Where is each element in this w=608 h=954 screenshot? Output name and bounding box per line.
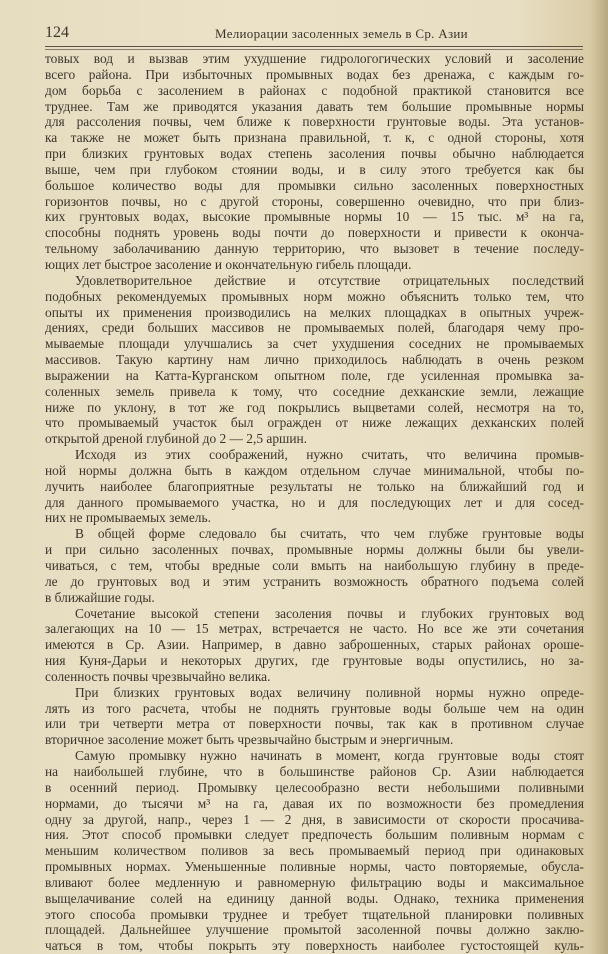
text-line: дениях, среди больших массивов не промываемых полей, благодаря чему про-: [45, 320, 584, 336]
text-line: большое количество воды для промывки сильно засоленных поверхностных: [45, 177, 584, 193]
text-line: одну за другой, напр., через 1 — 2 дня, в зависимости от скорости просачива-: [45, 811, 584, 827]
paragraph: [45, 273, 584, 447]
text-line: выражении на Катта-Курганском опытном поле, где усиленная промывка за-: [45, 367, 584, 383]
text-line: для данного промываемого участка, но и для последующих лет и для сосед-: [45, 494, 584, 510]
text-line: товых вод и вызвав этим ухудшение гидрологогических условий и засоление: [45, 51, 584, 66]
text-line: лучить наиболее благоприятные результаты не только на ближайший год и: [45, 478, 584, 494]
text-line: ной нормы должна быть в каждом отдельном случае минимальной, чтобы по-: [45, 462, 584, 478]
text-line: труднее. Там же приводятся указания давать тем большие промывные нормы: [45, 98, 584, 114]
text-line: нормами, до тысячи м³ на га, давая их по возможности без промедления: [45, 795, 584, 811]
text-line: ния. Этот способ промывки следует предпочесть большим поливным нормам с: [45, 827, 584, 843]
text-line: Удовлетворительное действие и отсутствие отрицательных последствий: [75, 272, 584, 288]
text-line: горизонтов почвы, но с другой стороны, совершенно очевидно, что при близ-: [45, 193, 584, 209]
text-line: промывных нормах. Уменьшенные поливные нормы, часто повторяемые, обусла-: [45, 859, 584, 875]
text-line: площадей. Дальнейшее улучшение промытой засоленной почвы должно заклю-: [45, 922, 584, 938]
text-line: дом борьба с засолением в районах с подобной практикой становится все: [45, 82, 584, 98]
text-line: способны поднять уровень воды почти до поверхности и привести к оконча-: [45, 225, 584, 241]
text-line: мываемые площади улучшались за счет ухудшения соседних не промываемых: [45, 336, 584, 352]
text-line: ле до грунтовых вод и этим устранить возможность обратного подъема солей: [45, 573, 584, 589]
text-line: залегающих на 10 — 15 метрах, встречается не часто. Но все же эти сочетания: [45, 621, 584, 637]
text-line: что промываемый участок был огражден от ниже лежащих дехканских полей: [45, 415, 584, 431]
text-line: тельному заболачиванию данную территорию, что вызовет в течение последу-: [45, 241, 584, 257]
text-line: вливают более медленную и равномерную фильтрацию воды и максимальное: [45, 874, 584, 890]
text-line: Самую промывку нужно начинать в момент, когда грунтовые воды стоят: [75, 748, 584, 764]
text-line: на наибольшей глубине, что в большинстве районов Ср. Азии наблюдается: [45, 763, 584, 779]
text-line: имеются в Ср. Азии. Например, в давно заброшенных, старых районах ороше-: [45, 637, 584, 653]
text-line: всего района. При избыточных промывных водах без дренажа, с каждым го-: [45, 66, 584, 82]
text-line: ющих лет быстрое засоление и окончательную гибель площади.: [45, 256, 412, 272]
text-line: для рассоления почвы, чем ближе к поверхности грунтовые воды. Эта установ-: [45, 114, 584, 130]
text-line: ниже по уклону, в тот же год покрылись выцветами солей, несмотря на то,: [45, 399, 584, 415]
page-body: [45, 51, 584, 954]
text-line: выше, чем при глубоком стоянии воды, и в силу этого требуется как бы: [45, 161, 584, 177]
text-line: них не промываемых земель.: [45, 510, 211, 526]
paragraph: [45, 526, 584, 605]
text-line: При близких грунтовых водах величину поливной нормы нужно опреде-: [75, 684, 584, 700]
text-line: в ближайшие годы.: [45, 589, 155, 605]
header-rule-second: [45, 49, 583, 50]
page-number: 124: [45, 24, 69, 41]
text-line: выщелачивание солей на единицу данной воды. Однако, техника применения: [45, 890, 584, 906]
text-line: Сочетание высокой степени засоления почвы и глубоких грунтовых вод: [75, 605, 584, 621]
text-line: массивов. Такую картину нам лично приходилось наблюдать в очень резком: [45, 352, 584, 368]
text-line: ка также не может быть признана правильной, т. к, с одной стороны, хотя: [45, 130, 584, 146]
paragraph: [45, 685, 584, 748]
text-line: ких грунтовых водах, высокие промывные нормы 10 — 15 тыс. м³ на га,: [45, 209, 584, 225]
text-line: меньшим количеством поливов за весь промываемый период при одинаковых: [45, 843, 584, 859]
text-line: вторичное засоление может быть чрезвычайно быстрым и энергичным.: [45, 732, 454, 748]
text-line: ния Куня-Дарьи и некоторых других, где грунтовые воды опустились, но за-: [45, 653, 584, 669]
text-line: открытой дреной глубиной до 2 — 2,5 аршин.: [45, 431, 307, 447]
text-line: В общей форме следовало бы считать, что чем глубже грунтовые воды: [75, 526, 584, 542]
text-line: или три четверти метра от поверхности почвы, так как в противном случае: [45, 716, 584, 732]
text-line: лять из того расчета, чтобы не поднять грунтовые воды больше чем на один: [45, 700, 584, 716]
paragraph: [45, 606, 584, 685]
header-rule: [45, 46, 583, 47]
text-line: при близких грунтовых водах степень засоления почвы обычно наблюдается: [45, 146, 584, 162]
text-line: этого способа промывки труднее и требует тщательной планировки поливных: [45, 906, 584, 922]
text-line: Исходя из этих соображений, нужно считать, что величина промыв-: [75, 447, 584, 463]
text-line: чиваться, с тем, чтобы вредные соли вмыть на наибольшую глубину в преде-: [45, 558, 584, 573]
text-line: чаться в том, чтобы покрыть эту поверхность наиболее густостоящей куль-: [45, 938, 584, 954]
text-line: в осенний период. Промывку целесообразно вести небольшими поливными: [45, 779, 584, 795]
running-title: Мелиорации засоленных земель в Ср. Азии: [215, 26, 468, 41]
text-line: подобных рекомендуемых промывных норм можно объяснить только тем, что: [45, 288, 584, 304]
text-line: опыты их применения производились на мелких площадках в опытных учреж-: [45, 304, 584, 320]
text-line: соленных земель привела к тому, что соседние дехканские земли, лежащие: [45, 383, 584, 399]
paragraph: [45, 748, 584, 954]
text-line: соленность почвы чрезвычайно велика.: [45, 668, 271, 684]
page-header: [45, 24, 585, 44]
text-line: и при сильно засоленных почвах, промывные нормы должны были бы увели-: [45, 542, 584, 558]
paragraph: [45, 51, 584, 273]
paragraph: [45, 447, 584, 526]
